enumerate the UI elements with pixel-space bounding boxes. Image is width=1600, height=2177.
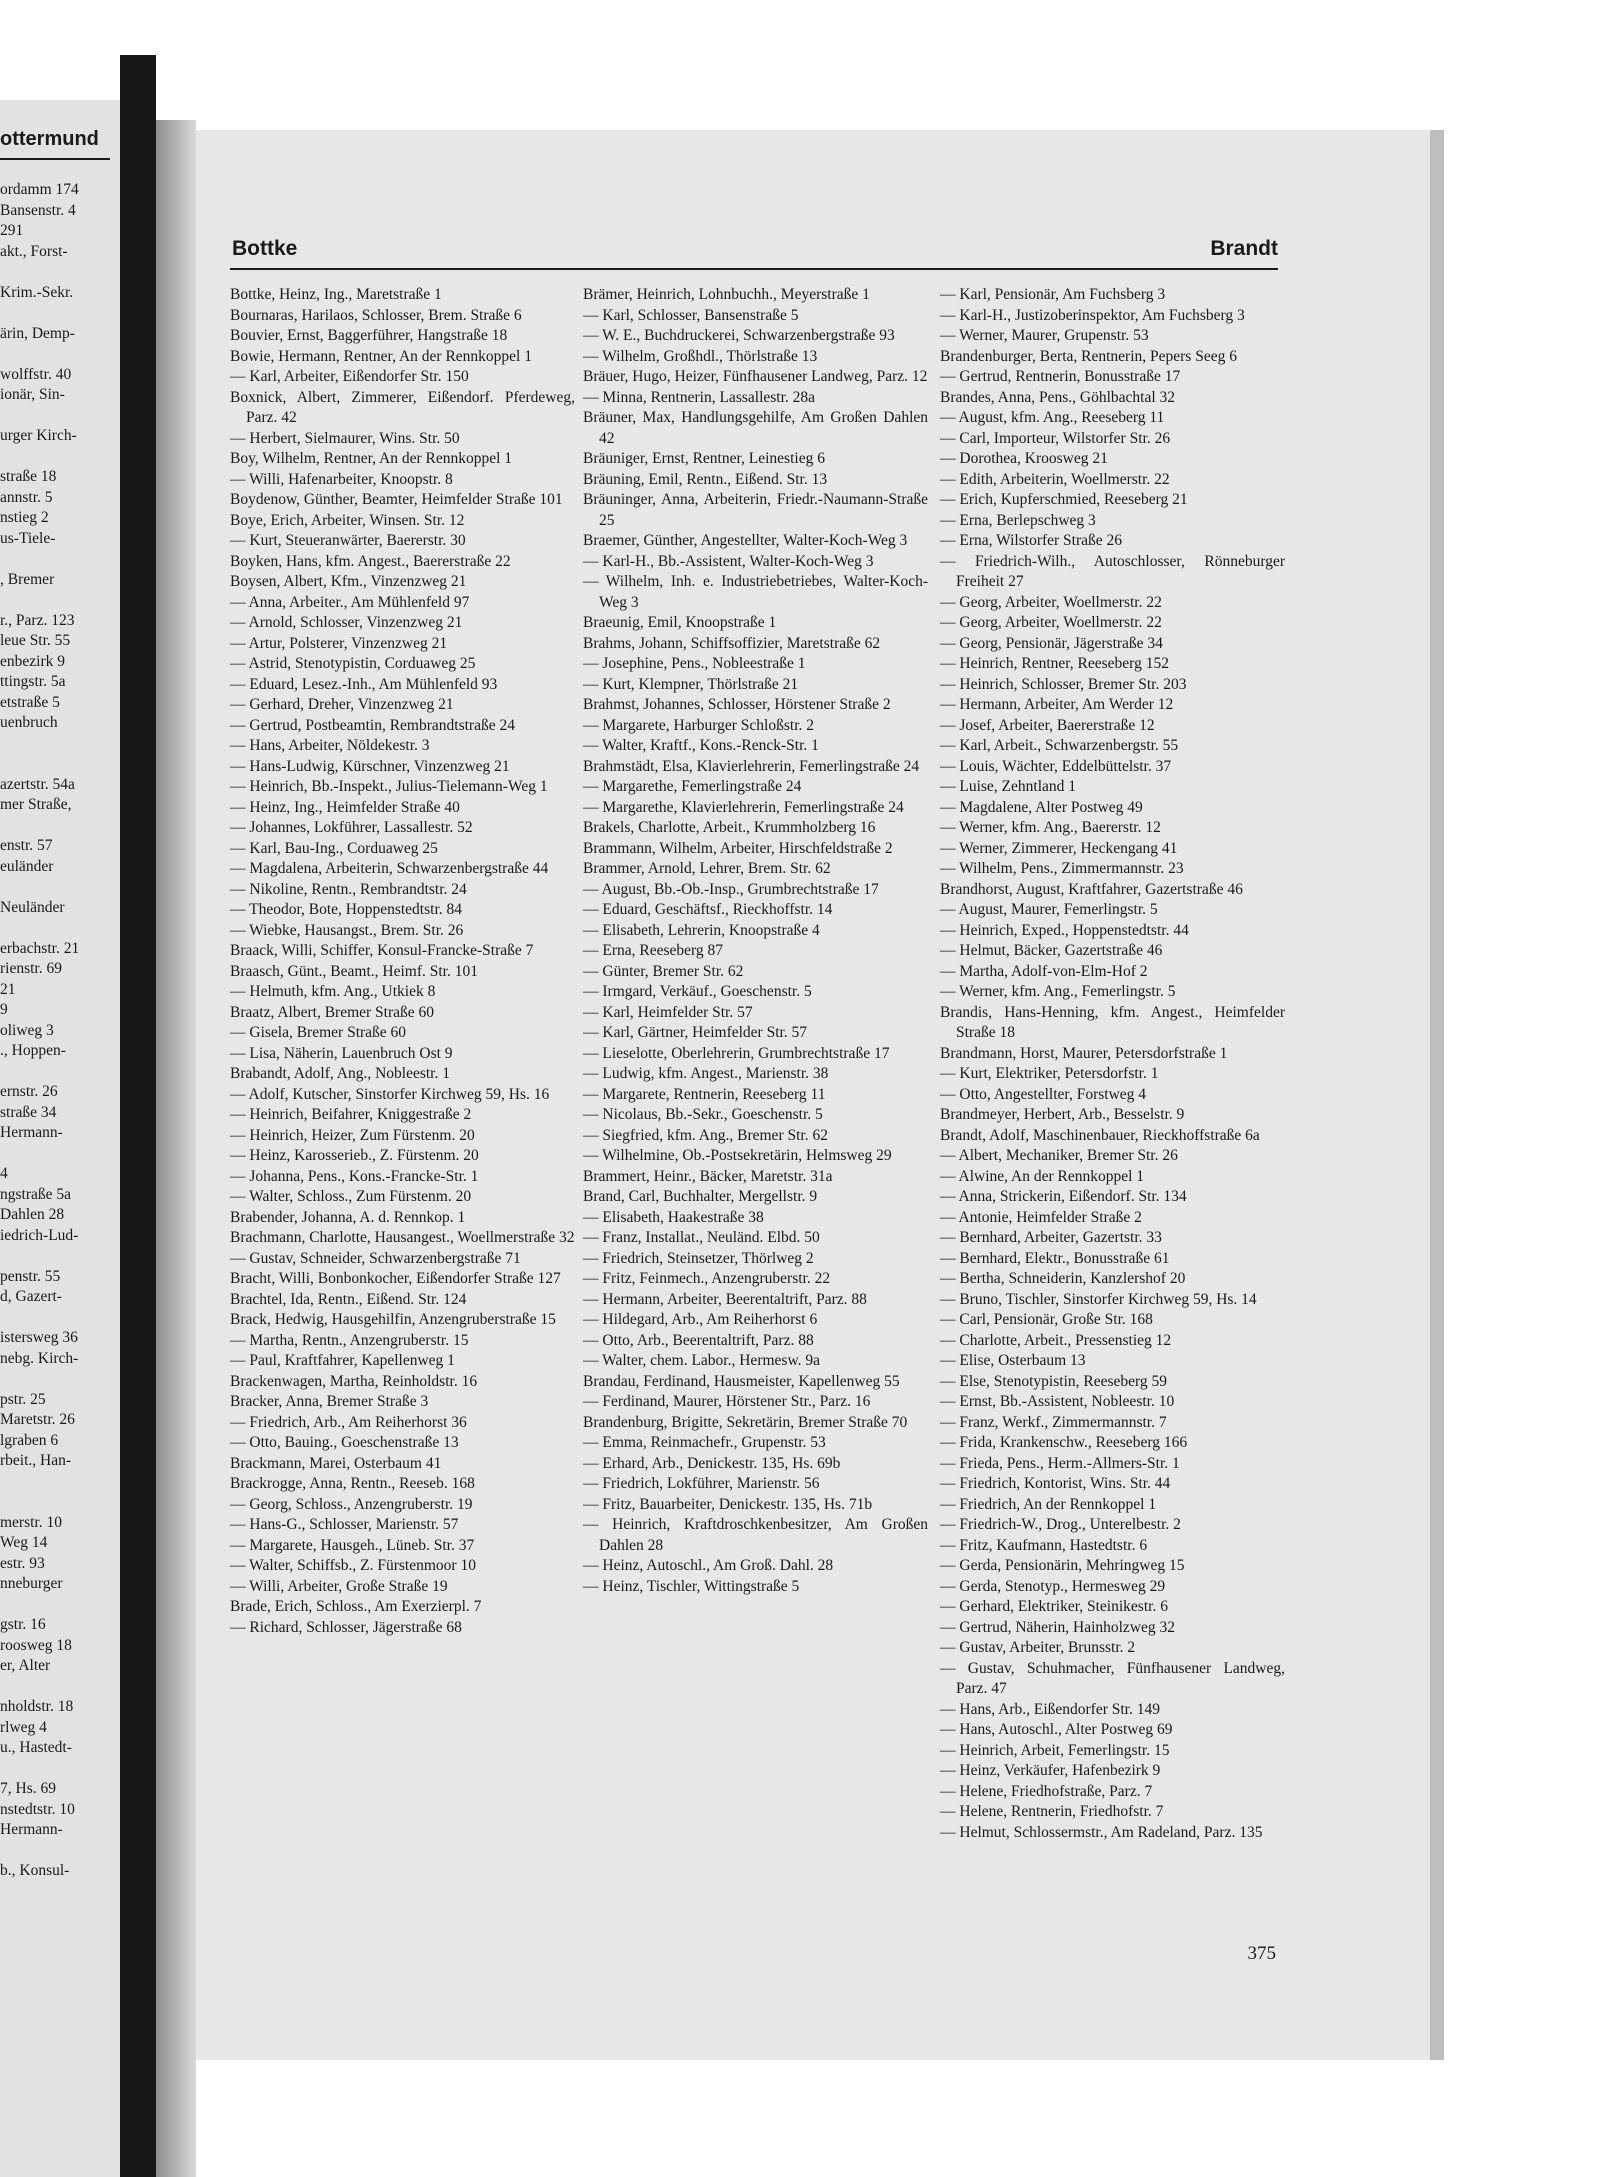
book-binding [120, 55, 156, 2177]
directory-entry: Brandt, Adolf, Maschinenbauer, Rieckhoffstraße 6a [940, 1126, 1260, 1144]
left-page-line [0, 1492, 115, 1513]
directory-entry: — Erich, Kupferschmied, Reeseberg 21 [940, 491, 1188, 508]
directory-entry: Bräuning, Emil, Rentn., Eißend. Str. 13 [583, 470, 828, 488]
left-page-line [0, 303, 115, 324]
left-page-line: straße 34 [0, 1103, 57, 1121]
left-page-line [0, 447, 115, 468]
left-page-line: d, Gazert- [0, 1288, 62, 1305]
directory-entry: — Otto, Arb., Beerentaltrift, Parz. 88 [583, 1331, 814, 1349]
directory-entry: — Margarethe, Klavierlehrerin, Femerlingstraße 24 [583, 798, 904, 816]
directory-entry: — Heinrich, Kraftdroschkenbesitzer, Am Großen Dahlen 28 [583, 1516, 928, 1554]
directory-entry: — Friedrich, Steinsetzer, Thörlweg 2 [583, 1249, 814, 1267]
directory-entry: — Magdalene, Alter Postweg 49 [940, 798, 1143, 816]
directory-entry: Brahmst, Johannes, Schlosser, Hörstener Straße 2 [583, 696, 891, 713]
directory-entry: — Willi, Hafenarbeiter, Knoopstr. 8 [230, 470, 453, 488]
directory-entry: — Albert, Mechaniker, Bremer Str. 26 [940, 1147, 1178, 1164]
left-page-line: 21 [0, 980, 16, 998]
left-page-line [0, 1759, 115, 1780]
directory-entry: — Paul, Kraftfahrer, Kapellenweg 1 [230, 1352, 455, 1369]
directory-entry: — Heinrich, Bb.-Inspekt., Julius-Tielemann-Weg 1 [230, 778, 548, 795]
directory-entry: — Johannes, Lokführer, Lassallestr. 52 [230, 819, 473, 836]
directory-entry: Brandmeyer, Herbert, Arb., Besselstr. 9 [940, 1106, 1185, 1123]
directory-entry: — Gustav, Schneider, Schwarzenbergstraße 71 [230, 1249, 521, 1267]
directory-entry: — Helene, Friedhofstraße, Parz. 7 [940, 1782, 1153, 1800]
left-page-line: enbezirk 9 [0, 652, 65, 670]
directory-entry: Brackenwagen, Martha, Reinholdstr. 16 [230, 1372, 478, 1390]
left-page-line: rbeit., Han- [0, 1452, 72, 1469]
directory-entry: — Hans, Arbeiter, Nöldekestr. 3 [230, 737, 430, 754]
directory-entry: — Lieselotte, Oberlehrerin, Grumbrechtstraße 17 [583, 1044, 890, 1062]
directory-entry: Bottke, Heinz, Ing., Maretstraße 1 [230, 286, 442, 303]
directory-entry: — Kurt, Steueranwärter, Baererstr. 30 [230, 532, 466, 549]
directory-entry: — Karl-H., Justizoberinspektor, Am Fuchsberg 3 [940, 306, 1245, 324]
directory-entry: — Georg, Schloss., Anzengruberstr. 19 [230, 1495, 473, 1513]
directory-entry: — Gertrud, Postbeamtin, Rembrandtstraße 24 [230, 716, 515, 734]
left-page-line [0, 1144, 115, 1165]
directory-entry: — Margarete, Harburger Schloßstr. 2 [583, 716, 815, 734]
directory-entry: — Nicolaus, Bb.-Sekr., Goeschenstr. 5 [583, 1106, 823, 1123]
left-page-line: ordamm 174 [0, 181, 79, 198]
gutter-shadow [156, 120, 196, 2177]
left-page-line: annstr. 5 [0, 488, 53, 506]
directory-column-3 [940, 285, 1285, 1843]
directory-entry: — Georg, Pensionär, Jägerstraße 34 [940, 634, 1163, 652]
directory-entry: — Margarethe, Femerlingstraße 24 [583, 778, 802, 795]
directory-entry: — Karl, Heimfelder Str. 57 [583, 1003, 753, 1021]
left-page-line [0, 1472, 115, 1493]
directory-entry: — Werner, Maurer, Grupenstr. 53 [940, 327, 1149, 344]
directory-entry: — Heinz, Karosserieb., Z. Fürstenm. 20 [230, 1147, 479, 1164]
directory-entry: — Gerhard, Dreher, Vinzenzweg 21 [230, 696, 454, 713]
directory-entry: Bournaras, Harilaos, Schlosser, Brem. Straße 6 [230, 306, 522, 324]
directory-entry: Brachmann, Charlotte, Hausangest., Woellmerstraße 32 [230, 1229, 575, 1246]
directory-entry: — Gustav, Schuhmacher, Fünfhausener Landweg, Parz. 47 [940, 1659, 1285, 1697]
left-page-line [0, 754, 115, 775]
left-page-line: Maretstr. 26 [0, 1411, 75, 1428]
directory-entry: Brahmstädt, Elsa, Klavierlehrerin, Femerlingstraße 24 [583, 757, 920, 775]
directory-entry: — Ludwig, kfm. Angest., Marienstr. 38 [583, 1065, 829, 1082]
directory-entry: — Erhard, Arb., Denickestr. 135, Hs. 69b [583, 1454, 841, 1472]
directory-entry: — Friedrich, Lokführer, Marienstr. 56 [583, 1475, 820, 1492]
directory-entry: Bräuner, Max, Handlungsgehilfe, Am Großen Dahlen 42 [583, 409, 928, 447]
directory-entry: — Gustav, Arbeiter, Brunsstr. 2 [940, 1639, 1136, 1656]
directory-entry: Brachtel, Ida, Rentn., Eißend. Str. 124 [230, 1290, 467, 1308]
left-page-line [0, 549, 115, 570]
left-page-line: erbachstr. 21 [0, 939, 80, 957]
directory-entry: — Bernhard, Arbeiter, Gazertstr. 33 [940, 1229, 1162, 1246]
directory-entry: — Nikoline, Rentn., Rembrandtstr. 24 [230, 880, 467, 898]
directory-entry: — Walter, chem. Labor., Hermesw. 9a [583, 1352, 821, 1369]
directory-entry: Brabandt, Adolf, Ang., Nobleestr. 1 [230, 1065, 450, 1082]
left-page-line: straße 18 [0, 468, 57, 485]
directory-entry: — Bernhard, Elektr., Bonusstraße 61 [940, 1249, 1170, 1267]
directory-entry: — Friedrich-Wilh., Autoschlosser, Rönneburger Freiheit 27 [940, 552, 1285, 590]
directory-entry: — Edith, Arbeiterin, Woellmerstr. 22 [940, 470, 1170, 488]
directory-entry: — Heinz, Verkäufer, Hafenbezirk 9 [940, 1762, 1161, 1779]
directory-entry: — Willi, Arbeiter, Große Straße 19 [230, 1577, 448, 1595]
directory-entry: — Adolf, Kutscher, Sinstorfer Kirchweg 59, Hs. 16 [230, 1085, 550, 1103]
left-page-line: b., Konsul- [0, 1862, 70, 1879]
left-page-line: u., Hastedt- [0, 1739, 72, 1756]
directory-entry: Brabender, Johanna, A. d. Rennkop. 1 [230, 1208, 466, 1226]
left-page-line: iedrich-Lud- [0, 1226, 79, 1244]
directory-entry: — Gerhard, Elektriker, Steinikestr. 6 [940, 1598, 1168, 1615]
directory-entry: — Friedrich, An der Rennkoppel 1 [940, 1495, 1157, 1513]
directory-entry: — Heinrich, Arbeit, Femerlingstr. 15 [940, 1741, 1170, 1759]
left-page-line [0, 406, 115, 427]
directory-entry: — Helmuth, kfm. Ang., Utkiek 8 [230, 983, 436, 1000]
left-page-line: , Bremer [0, 570, 55, 588]
directory-entry: — Eduard, Geschäftsf., Rieckhoffstr. 14 [583, 901, 833, 918]
directory-entry: — Wilhelm, Pens., Zimmermannstr. 23 [940, 860, 1184, 877]
directory-entry: — Hans-G., Schlosser, Marienstr. 57 [230, 1516, 459, 1533]
directory-entry: — Erna, Berlepschweg 3 [940, 511, 1096, 529]
left-page-line: nstedtstr. 10 [0, 1800, 75, 1818]
directory-entry: — Heinrich, Beifahrer, Kniggestraße 2 [230, 1106, 472, 1123]
directory-entry: Brammer, Arnold, Lehrer, Brem. Str. 62 [583, 860, 831, 877]
directory-entry: — Gerda, Stenotyp., Hermesweg 29 [940, 1577, 1166, 1595]
left-page-line: pstr. 25 [0, 1390, 46, 1408]
directory-entry: — August, kfm. Ang., Reeseberg 11 [940, 409, 1165, 426]
directory-entry: — Ferdinand, Maurer, Hörstener Str., Parz. 16 [583, 1393, 871, 1410]
directory-entry: Braeunig, Emil, Knoopstraße 1 [583, 614, 777, 631]
left-page-line [0, 1841, 115, 1862]
left-page-line: 291 [0, 222, 24, 239]
directory-entry: — Luise, Zehntland 1 [940, 778, 1077, 795]
left-page-line: uenbruch [0, 714, 58, 731]
directory-entry: — Gerda, Pensionärin, Mehringweg 15 [940, 1557, 1185, 1574]
directory-entry: — August, Maurer, Femerlingstr. 5 [940, 901, 1158, 918]
directory-entry: — Karl, Pensionär, Am Fuchsberg 3 [940, 286, 1166, 303]
directory-entry: Braasch, Günt., Beamt., Heimf. Str. 101 [230, 962, 478, 980]
directory-entry: Brandenburg, Brigitte, Sekretärin, Bremer Straße 70 [583, 1413, 908, 1431]
left-page-line: Hermann- [0, 1821, 63, 1838]
directory-entry: — Karl, Bau-Ing., Corduaweg 25 [230, 839, 438, 857]
header-rule [230, 268, 1278, 270]
directory-entry: Brack, Hedwig, Hausgehilfin, Anzengruberstraße 15 [230, 1311, 556, 1328]
directory-entry: Bouvier, Ernst, Baggerführer, Hangstraße 18 [230, 327, 508, 344]
directory-entry: — Eduard, Lesez.-Inh., Am Mühlenfeld 93 [230, 675, 498, 693]
directory-entry: — Karl-H., Bb.-Assistent, Walter-Koch-Weg 3 [583, 552, 874, 570]
left-page-line [0, 734, 115, 755]
directory-entry: — Siegfried, kfm. Ang., Bremer Str. 62 [583, 1126, 828, 1144]
directory-column-2 [583, 285, 928, 1597]
directory-entry: — Else, Stenotypistin, Reeseberg 59 [940, 1372, 1168, 1390]
directory-entry: — Louis, Wächter, Eddelbüttelstr. 37 [940, 757, 1172, 775]
left-page-line: rienstr. 69 [0, 960, 62, 977]
directory-entry: — Heinz, Autoschl., Am Groß. Dahl. 28 [583, 1557, 834, 1574]
left-page-line [0, 1369, 115, 1390]
directory-entry: — Lisa, Näherin, Lauenbruch Ost 9 [230, 1044, 453, 1062]
directory-entry: — Carl, Importeur, Wilstorfer Str. 26 [940, 429, 1171, 447]
directory-entry: Brandau, Ferdinand, Hausmeister, Kapellenweg 55 [583, 1372, 900, 1390]
directory-entry: — Werner, Zimmerer, Heckengang 41 [940, 839, 1178, 857]
directory-entry: — Bertha, Schneiderin, Kanzlershof 20 [940, 1270, 1186, 1287]
directory-entry: Bräuniger, Ernst, Rentner, Leinestieg 6 [583, 450, 825, 467]
left-page-line: gstr. 16 [0, 1616, 46, 1633]
left-page-line: er, Alter [0, 1657, 51, 1674]
directory-entry: — Josephine, Pens., Nobleestraße 1 [583, 655, 806, 672]
directory-entry: — Hermann, Arbeiter, Beerentaltrift, Parz. 88 [583, 1290, 867, 1308]
directory-entry: — Anna, Arbeiter., Am Mühlenfeld 97 [230, 593, 470, 611]
left-page-line: nstieg 2 [0, 509, 49, 526]
directory-entry: — Charlotte, Arbeit., Pressenstieg 12 [940, 1331, 1172, 1349]
left-page-line: Hermann- [0, 1124, 63, 1141]
directory-entry: Bracht, Willi, Bonbonkocher, Eißendorfer Straße 127 [230, 1270, 561, 1287]
directory-entry: — Karl, Arbeiter, Eißendorfer Str. 150 [230, 368, 469, 385]
directory-entry: — Dorothea, Kroosweg 21 [940, 450, 1108, 467]
directory-entry: — Astrid, Stenotypistin, Corduaweg 25 [230, 655, 476, 672]
left-page-line: etstraße 5 [0, 693, 60, 711]
directory-entry: Braatz, Albert, Bremer Straße 60 [230, 1003, 435, 1021]
left-page-line: ngstraße 5a [0, 1185, 72, 1203]
directory-entry: — Ernst, Bb.-Assistent, Nobleestr. 10 [940, 1393, 1175, 1410]
directory-entry: — Anna, Strickerin, Eißendorf. Str. 134 [940, 1188, 1187, 1205]
left-page-line [0, 1062, 115, 1083]
left-page-line: Krim.-Sekr. [0, 283, 74, 301]
directory-entry: Brammert, Heinr., Bäcker, Maretstr. 31a [583, 1167, 833, 1185]
directory-entry: — Georg, Arbeiter, Woellmerstr. 22 [940, 614, 1162, 631]
directory-entry: Bräuninger, Anna, Arbeiterin, Friedr.-Naumann-Straße 25 [583, 491, 928, 529]
directory-entry: Brackrogge, Anna, Rentn., Reeseb. 168 [230, 1475, 475, 1492]
directory-entry: Boyken, Hans, kfm. Angest., Baererstraße 22 [230, 552, 511, 570]
left-page-line [0, 1595, 115, 1616]
directory-entry: — Margarete, Hausgeh., Lüneb. Str. 37 [230, 1536, 475, 1554]
directory-entry: Boysen, Albert, Kfm., Vinzenzweg 21 [230, 573, 467, 590]
directory-entry: — Gertrud, Näherin, Hainholzweg 32 [940, 1618, 1176, 1636]
left-page-line: Bansenstr. 4 [0, 201, 76, 219]
directory-entry: Brämer, Heinrich, Lohnbuchh., Meyerstraße 1 [583, 286, 870, 303]
directory-entry: Brammann, Wilhelm, Arbeiter, Hirschfeldstraße 2 [583, 839, 893, 857]
directory-entry: — Walter, Schiffsb., Z. Fürstenmoor 10 [230, 1557, 476, 1574]
directory-entry: Brandenburger, Berta, Rentnerin, Pepers Seeg 6 [940, 347, 1237, 365]
directory-entry: — Franz, Werkf., Zimmermannstr. 7 [940, 1413, 1167, 1431]
left-page-line: 4 [0, 1165, 8, 1182]
directory-entry: — Werner, kfm. Ang., Femerlingstr. 5 [940, 983, 1176, 1000]
left-page-line: 7, Hs. 69 [0, 1780, 56, 1797]
left-page-line [0, 877, 115, 898]
directory-entry: Brandhorst, August, Kraftfahrer, Gazertstraße 46 [940, 880, 1243, 898]
directory-entry: — Wilhelm, Inh. e. Industriebetriebes, Walter-Koch-Weg 3 [583, 573, 928, 611]
directory-entry: — Walter, Schloss., Zum Fürstenm. 20 [230, 1188, 472, 1205]
directory-entry: Brandis, Hans-Henning, kfm. Angest., Heimfelder Straße 18 [940, 1003, 1285, 1041]
directory-entry: — Fritz, Kaufmann, Hastedtstr. 6 [940, 1536, 1148, 1554]
directory-entry: — Fritz, Feinmech., Anzengruberstr. 22 [583, 1270, 831, 1287]
left-page-line: Weg 14 [0, 1534, 48, 1551]
left-page-running-head: ottermund [0, 128, 99, 150]
left-page-line: roosweg 18 [0, 1636, 72, 1654]
directory-entry: — Wiebke, Hausangst., Brem. Str. 26 [230, 921, 464, 939]
left-page-line [0, 1677, 115, 1698]
left-page-line: ernstr. 26 [0, 1083, 58, 1100]
directory-entry: Boydenow, Günther, Beamter, Heimfelder Straße 101 [230, 491, 563, 508]
directory-entry: — Magdalena, Arbeiterin, Schwarzenbergstraße 44 [230, 860, 549, 877]
directory-entry: — Josef, Arbeiter, Baererstraße 12 [940, 716, 1155, 734]
directory-entry: — Alwine, An der Rennkoppel 1 [940, 1167, 1145, 1185]
left-page-line: Neuländer [0, 898, 65, 916]
directory-entry: — Erna, Wilstorfer Straße 26 [940, 532, 1123, 549]
directory-entry: — Hans, Arb., Eißendorfer Str. 149 [940, 1700, 1160, 1718]
left-page-line: ., Hoppen- [0, 1042, 66, 1059]
directory-entry: — Gisela, Bremer Straße 60 [230, 1024, 407, 1041]
directory-entry: — Werner, kfm. Ang., Baererstr. 12 [940, 819, 1161, 836]
directory-entry: Brandmann, Horst, Maurer, Petersdorfstraße 1 [940, 1044, 1228, 1062]
left-page-line: lgraben 6 [0, 1431, 59, 1449]
directory-entry: Bräuer, Hugo, Heizer, Fünfhausener Landweg, Parz. 12 [583, 368, 928, 385]
directory-entry: — Johanna, Pens., Kons.-Francke-Str. 1 [230, 1167, 479, 1185]
left-page-line: nneburger [0, 1575, 63, 1592]
directory-entry: — Friedrich, Kontorist, Wins. Str. 44 [940, 1475, 1171, 1492]
left-page-line: nholdstr. 18 [0, 1698, 74, 1715]
directory-entry: — Richard, Schlosser, Jägerstraße 68 [230, 1618, 462, 1636]
directory-entry: — Elisabeth, Haakestraße 38 [583, 1208, 764, 1226]
directory-entry: — Georg, Arbeiter, Woellmerstr. 22 [940, 593, 1162, 611]
directory-entry: — Frieda, Pens., Herm.-Allmers-Str. 1 [940, 1454, 1180, 1472]
directory-entry: — Heinrich, Schlosser, Bremer Str. 203 [940, 675, 1187, 693]
directory-entry: — Gertrud, Rentnerin, Bonusstraße 17 [940, 368, 1181, 385]
directory-entry: — Friedrich-W., Drog., Unterelbestr. 2 [940, 1516, 1181, 1533]
directory-column-1 [230, 285, 575, 1638]
directory-entry: — Martha, Rentn., Anzengruberstr. 15 [230, 1331, 469, 1349]
directory-entry: — Franz, Installat., Neuländ. Elbd. 50 [583, 1229, 820, 1246]
directory-entry: — Martha, Adolf-von-Elm-Hof 2 [940, 962, 1148, 980]
directory-entry: — Erna, Reeseberg 87 [583, 942, 724, 959]
left-page-line: akt., Forst- [0, 242, 68, 260]
directory-entry: — Hildegard, Arb., Am Reiherhorst 6 [583, 1311, 818, 1328]
directory-entry: — Frida, Krankenschw., Reeseberg 166 [940, 1434, 1188, 1451]
left-page-line [0, 590, 115, 611]
left-page-line: oliweg 3 [0, 1021, 54, 1039]
directory-entry: — Elise, Osterbaum 13 [940, 1352, 1086, 1369]
directory-entry: — August, Bb.-Ob.-Insp., Grumbrechtstraße 17 [583, 880, 879, 898]
directory-entry: — Otto, Angestellter, Forstweg 4 [940, 1085, 1147, 1103]
directory-entry: — Heinrich, Exped., Hoppenstedtstr. 44 [940, 921, 1189, 939]
directory-entry: — Hermann, Arbeiter, Am Werder 12 [940, 696, 1174, 713]
directory-entry: — Helmut, Bäcker, Gazertstraße 46 [940, 942, 1163, 959]
directory-entry: — Heinz, Tischler, Wittingstraße 5 [583, 1577, 800, 1595]
page-number: 375 [1247, 1943, 1276, 1964]
left-page-line: nebg. Kirch- [0, 1349, 79, 1367]
directory-entry: — Karl, Schlosser, Bansenstraße 5 [583, 306, 799, 324]
directory-entry: — Otto, Bauing., Goeschenstraße 13 [230, 1434, 459, 1451]
left-page-line: merstr. 10 [0, 1513, 62, 1531]
directory-entry: — Kurt, Elektriker, Petersdorfstr. 1 [940, 1065, 1159, 1082]
directory-entry: — Helmut, Schlossermstr., Am Radeland, Parz. 135 [940, 1823, 1263, 1841]
left-page-line: enstr. 57 [0, 837, 53, 854]
left-page-line: us-Tiele- [0, 529, 56, 547]
directory-entry: — Heinrich, Heizer, Zum Fürstenm. 20 [230, 1126, 475, 1144]
left-page-line: r., Parz. 123 [0, 611, 75, 629]
directory-entry: — Emma, Reinmachefr., Grupenstr. 53 [583, 1434, 826, 1451]
directory-entry: — Hans-Ludwig, Kürschner, Vinzenzweg 21 [230, 757, 510, 775]
left-page-text [0, 180, 115, 1882]
directory-entry: — Günter, Bremer Str. 62 [583, 962, 744, 980]
left-page-line: Dahlen 28 [0, 1206, 65, 1223]
directory-entry: — Karl, Gärtner, Heimfelder Str. 57 [583, 1024, 808, 1041]
directory-entry: — Walter, Kraftf., Kons.-Renck-Str. 1 [583, 737, 819, 754]
left-page-line: istersweg 36 [0, 1329, 78, 1346]
left-page-line: penstr. 55 [0, 1267, 61, 1285]
directory-entry: — Wilhelmine, Ob.-Postsekretärin, Helmsweg 29 [583, 1147, 892, 1164]
directory-entry: — Theodor, Bote, Hoppenstedtstr. 84 [230, 901, 463, 918]
directory-entry: — Kurt, Klempner, Thörlstraße 21 [583, 675, 799, 693]
directory-entry: — Irmgard, Verkäuf., Goeschenstr. 5 [583, 983, 812, 1000]
directory-entry: Boxnick, Albert, Zimmerer, Eißendorf. Pferdeweg, Parz. 42 [230, 388, 575, 426]
left-page-line [0, 1246, 115, 1267]
directory-entry: Brahms, Johann, Schiffsoffizier, Maretstraße 62 [583, 634, 881, 652]
left-page-rule [0, 158, 110, 160]
directory-entry: — Minna, Rentnerin, Lassallestr. 28a [583, 388, 816, 406]
left-page-line [0, 918, 115, 939]
directory-entry: — Helene, Rentnerin, Friedhofstr. 7 [940, 1803, 1164, 1820]
left-page-line: 9 [0, 1001, 8, 1018]
page-edge-shadow [1430, 130, 1444, 2060]
left-page-line: euländer [0, 857, 54, 875]
left-page-line: wolffstr. 40 [0, 365, 72, 383]
left-page-line [0, 1308, 115, 1329]
directory-entry: — Heinz, Ing., Heimfelder Straße 40 [230, 798, 460, 816]
left-page-line [0, 344, 115, 365]
directory-entry: Bracker, Anna, Bremer Straße 3 [230, 1393, 429, 1410]
directory-entry: — Wilhelm, Großhdl., Thörlstraße 13 [583, 347, 818, 365]
directory-entry: — Herbert, Sielmaurer, Wins. Str. 50 [230, 429, 460, 447]
directory-entry: Boy, Wilhelm, Rentner, An der Rennkoppel 1 [230, 450, 513, 467]
directory-entry: Bowie, Hermann, Rentner, An der Rennkoppel 1 [230, 347, 532, 365]
running-head-left: Bottke [232, 237, 298, 260]
directory-entry: — Heinrich, Rentner, Reeseberg 152 [940, 655, 1169, 672]
directory-entry: — W. E., Buchdruckerei, Schwarzenbergstraße 93 [583, 327, 895, 344]
directory-entry: — Artur, Polsterer, Vinzenzweg 21 [230, 634, 448, 652]
left-page-line: azertstr. 54a [0, 775, 75, 793]
directory-entry: Braack, Willi, Schiffer, Konsul-Francke-Straße 7 [230, 942, 534, 959]
left-page-line [0, 816, 115, 837]
directory-entry: — Fritz, Bauarbeiter, Denickestr. 135, Hs. 71b [583, 1495, 873, 1513]
directory-entry: Brandes, Anna, Pens., Göhlbachtal 32 [940, 388, 1176, 406]
left-page-line: ttingstr. 5a [0, 673, 66, 690]
left-page-line: urger Kirch- [0, 427, 77, 444]
left-page-line: estr. 93 [0, 1554, 45, 1572]
directory-entry: — Arnold, Schlosser, Vinzenzweg 21 [230, 614, 463, 631]
directory-entry: Braemer, Günther, Angestellter, Walter-Koch-Weg 3 [583, 532, 908, 549]
directory-entry: — Karl, Arbeit., Schwarzenbergstr. 55 [940, 737, 1179, 754]
left-page-line: leue Str. 55 [0, 632, 71, 649]
directory-entry: — Bruno, Tischler, Sinstorfer Kirchweg 59, Hs. 14 [940, 1290, 1257, 1308]
directory-entry: Brakels, Charlotte, Arbeit., Krummholzberg 16 [583, 819, 876, 836]
running-head-right: Brandt [1210, 237, 1278, 260]
left-page-line: ärin, Demp- [0, 324, 75, 342]
left-page-line [0, 262, 115, 283]
left-page-line: ionär, Sin- [0, 386, 65, 403]
directory-entry: — Antonie, Heimfelder Straße 2 [940, 1208, 1142, 1226]
directory-entry: — Hans, Autoschl., Alter Postweg 69 [940, 1721, 1173, 1738]
directory-entry: Brade, Erich, Schloss., Am Exerzierpl. 7 [230, 1598, 482, 1615]
left-page-line: rlweg 4 [0, 1718, 47, 1736]
directory-entry: Brand, Carl, Buchhalter, Mergellstr. 9 [583, 1188, 818, 1205]
directory-entry: — Margarete, Rentnerin, Reeseberg 11 [583, 1085, 826, 1103]
directory-entry: — Carl, Pensionär, Große Str. 168 [940, 1311, 1153, 1328]
directory-entry: Brackmann, Marei, Osterbaum 41 [230, 1454, 442, 1472]
directory-entry: Boye, Erich, Arbeiter, Winsen. Str. 12 [230, 511, 465, 529]
directory-entry: — Elisabeth, Lehrerin, Knoopstraße 4 [583, 921, 820, 939]
left-page-line: mer Straße, [0, 796, 72, 813]
directory-entry: — Friedrich, Arb., Am Reiherhorst 36 [230, 1413, 467, 1431]
